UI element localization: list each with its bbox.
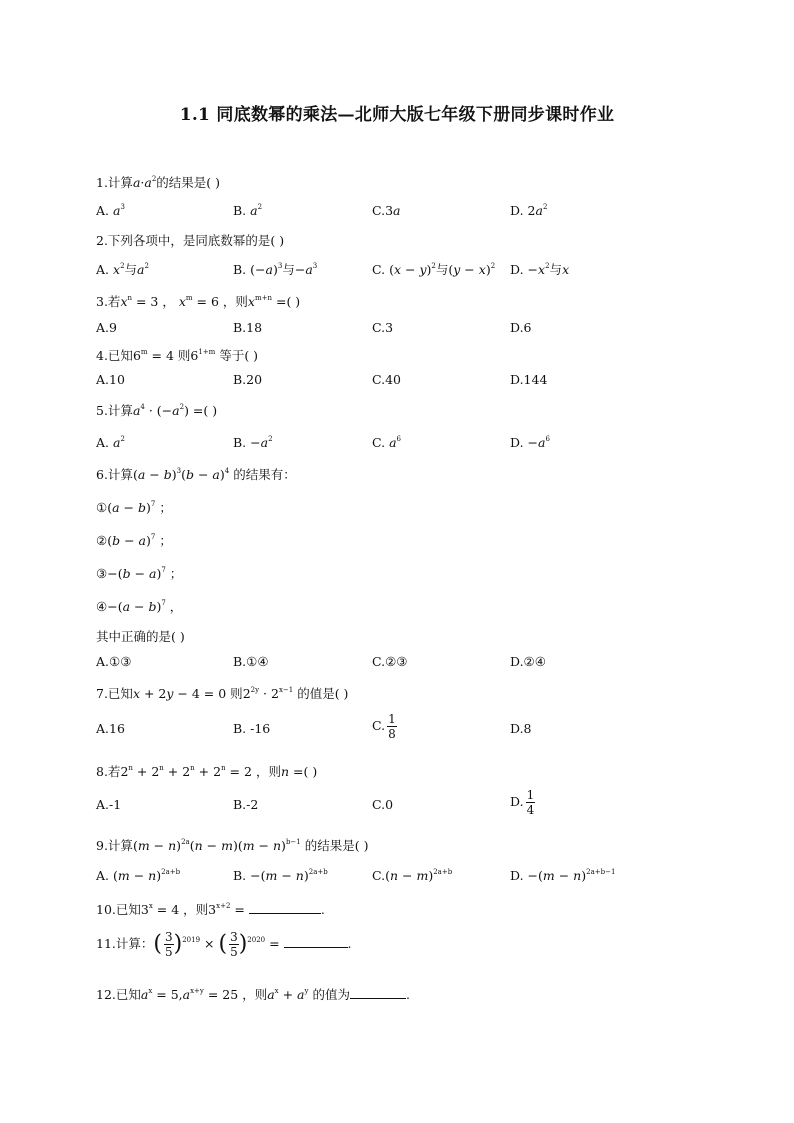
q7-option-d[interactable]: D.8 — [510, 721, 532, 736]
q10-answer-blank[interactable] — [249, 901, 321, 914]
q7-option-c[interactable]: C. $\frac{1}{8}$ — [372, 712, 396, 741]
q9-option-b[interactable]: B. $-(m - n)^{2a+b}$ — [233, 868, 328, 883]
q8-option-b[interactable]: B.-2 — [233, 797, 259, 812]
q6-option-b[interactable]: B.①④ — [233, 654, 269, 669]
q6-item-2: ②(b − a)$^7$ ； — [96, 533, 172, 548]
q7-option-b[interactable]: B. -16 — [233, 721, 271, 736]
question-10: 10.已知$3^x = 4$ ，则$3^{x+2}$ = . — [96, 902, 325, 917]
q6-item-3: ③−(b − a)$^7$ ； — [96, 566, 183, 581]
page-title: 1.1 同底数幂的乘法—北师大版七年级下册同步课时作业 — [179, 105, 615, 125]
q1-option-d[interactable]: D. $2a^2$ — [510, 203, 548, 218]
q4-option-c[interactable]: C.40 — [372, 372, 401, 387]
q2-option-d[interactable]: D. $-x^2$与x — [510, 262, 570, 277]
q2-option-a[interactable]: A. $x^2$与$a^2$ — [96, 262, 149, 277]
question-3: 3.若$x^n = 3$ ， $x^m = 6$ ，则$x^{m+n}$ =( ) — [96, 294, 301, 309]
question-9: 9.计算$(m - n)^{2a}(n - m)(m - n)^{b-1}$ 的结果是( ) — [96, 838, 369, 853]
q3-option-b[interactable]: B.18 — [233, 320, 263, 335]
q5-option-c[interactable]: C. $a^6$ — [372, 435, 401, 450]
question-7: 7.已知x + 2y − 4 = 0 则$2^{2y} \cdot 2^{x-1}$ 的值是( ) — [96, 686, 349, 701]
q4-option-a[interactable]: A.10 — [96, 372, 125, 387]
q11-answer-blank[interactable] — [284, 935, 348, 948]
q6-note: 其中正确的是( ) — [96, 629, 185, 644]
question-6: 6.计算$(a - b)^3(b - a)^4$ 的结果有： — [96, 467, 296, 482]
question-12: 12.已知$a^x = 5,a^{x+y} = 25$ ，则$a^x + a^y$ 的值为 . — [96, 987, 410, 1002]
q8-option-c[interactable]: C.0 — [372, 797, 394, 812]
q6-option-c[interactable]: C.②③ — [372, 654, 408, 669]
q5-option-d[interactable]: D. $-a^6$ — [510, 435, 550, 450]
q7-option-a[interactable]: A.16 — [96, 721, 125, 736]
q3-option-d[interactable]: D.6 — [510, 320, 532, 335]
q1-option-b[interactable]: B. $a^2$ — [233, 203, 263, 218]
question-11: 11.计算：( $\frac{3}{5}$ )$^{2019}$ × ( $\frac{3}{5}$ )$^{2020}$ = . — [96, 930, 352, 959]
q12-answer-blank[interactable] — [350, 986, 406, 999]
q2-option-c[interactable]: C. $(x - y)^2$与$(y - x)^2$ — [372, 262, 496, 277]
q8-option-d[interactable]: D. $\frac{1}{4}$ — [510, 788, 535, 817]
q9-option-d[interactable]: D. $-(m - n)^{2a+b-1}$ — [510, 868, 616, 883]
q4-option-d[interactable]: D.144 — [510, 372, 548, 387]
q6-item-1: ①(a − b)$^7$ ； — [96, 500, 172, 515]
q8-option-a[interactable]: A.-1 — [96, 797, 122, 812]
q9-option-c[interactable]: $C.(n - m)^{2a+b}$ — [372, 868, 453, 883]
question-5: 5.计算$a^4 \cdot (-a^2)$ =( ) — [96, 403, 218, 418]
q1-option-c[interactable]: C.3a — [372, 203, 401, 218]
q6-option-a[interactable]: A.①③ — [96, 654, 132, 669]
q4-option-b[interactable]: B.20 — [233, 372, 263, 387]
q6-item-4: ④−(a − b)$^7$ ， — [96, 599, 183, 614]
question-2: 2.下列各项中，是同底数幂的是( ) — [96, 233, 285, 248]
q2-option-b[interactable]: B. $(-a)^3$与$-a^3$ — [233, 262, 318, 277]
question-8: 8.若$2^n + 2^n + 2^n + 2^n = 2$ ，则n =( ) — [96, 764, 318, 779]
q3-option-c[interactable]: C.3 — [372, 320, 394, 335]
q5-option-b[interactable]: B. $-a^2$ — [233, 435, 273, 450]
q9-option-a[interactable]: A. $(m - n)^{2a+b}$ — [96, 868, 181, 883]
q5-option-a[interactable]: A. $a^2$ — [96, 435, 125, 450]
q1-option-a[interactable]: A. $a^3$ — [96, 203, 125, 218]
question-4: 4.已知$6^m = 4$ 则$6^{1+m}$ 等于( ) — [96, 348, 259, 363]
q6-option-d[interactable]: D.②④ — [510, 654, 546, 669]
question-1: 1.计算$a\cdot a^2$的结果是( ) — [96, 175, 221, 190]
q3-option-a[interactable]: A.9 — [96, 320, 117, 335]
